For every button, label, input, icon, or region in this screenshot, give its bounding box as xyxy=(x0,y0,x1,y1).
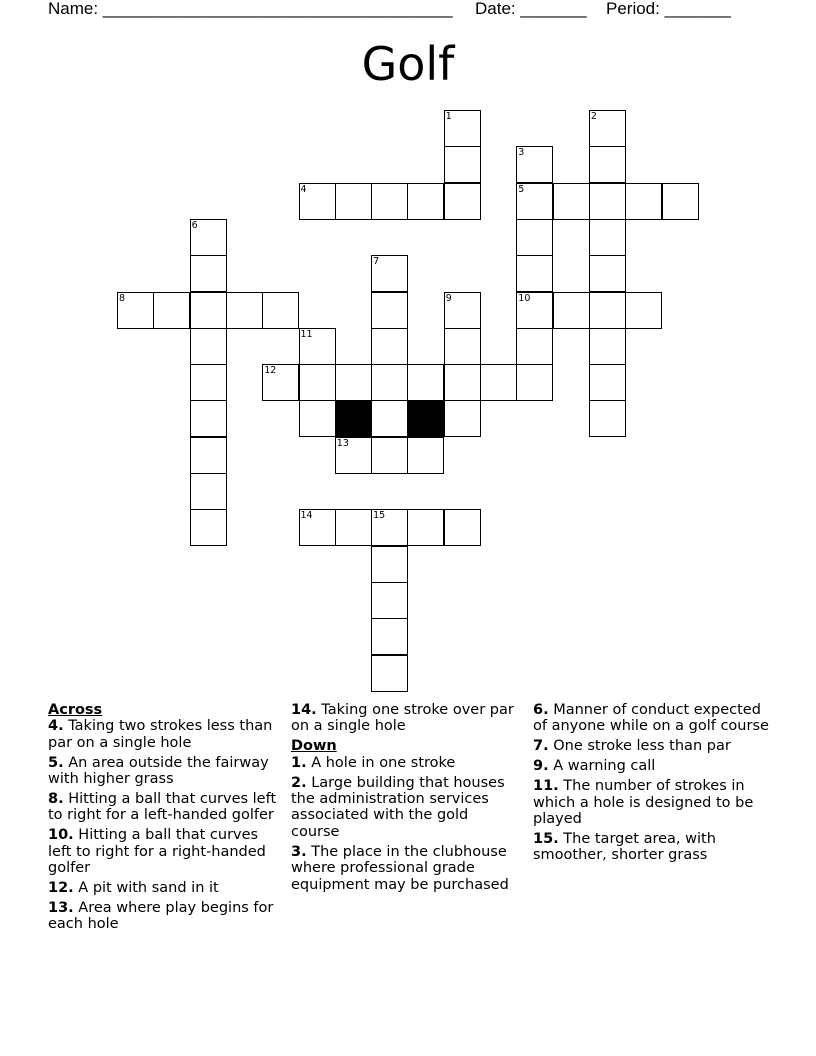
cell-number: 6 xyxy=(191,219,198,231)
crossword-cell[interactable] xyxy=(299,364,336,401)
crossword-cell[interactable] xyxy=(371,618,408,655)
down-heading: Down xyxy=(291,738,337,755)
crossword-block-cell xyxy=(335,400,372,437)
cell-number: 12 xyxy=(264,365,277,377)
clue-text: The number of strokes in which a hole is designed to be played xyxy=(533,778,754,827)
cell-number: 11 xyxy=(300,328,313,340)
crossword-cell[interactable] xyxy=(444,110,481,147)
crossword-cell[interactable] xyxy=(444,292,481,329)
clue-text: The place in the clubhouse where professional grade equipment may be purchased xyxy=(291,843,509,893)
crossword-cell[interactable] xyxy=(371,546,408,583)
crossword-cell[interactable] xyxy=(444,400,481,437)
crossword-cell[interactable] xyxy=(190,509,227,546)
clue-number: 12. xyxy=(48,880,74,897)
crossword-cell[interactable] xyxy=(190,400,227,437)
clue-text: An area outside the fairway with higher grass xyxy=(48,754,269,788)
cell-number: 5 xyxy=(518,183,525,195)
crossword-cell[interactable] xyxy=(299,328,336,365)
clue-number: 14. xyxy=(291,702,317,718)
crossword-cell[interactable] xyxy=(516,255,553,292)
clue-across-12 xyxy=(48,880,280,896)
period-field[interactable]: Period: _______ xyxy=(606,0,731,18)
crossword-cell[interactable] xyxy=(190,255,227,292)
crossword-cell[interactable] xyxy=(299,400,336,437)
crossword-cell[interactable] xyxy=(371,255,408,292)
clues-column-2 xyxy=(291,702,519,896)
clue-text: Manner of conduct expected of anyone while on a golf course xyxy=(533,702,769,735)
cell-number: 14 xyxy=(300,510,313,522)
across-heading: Across xyxy=(48,702,103,718)
clue-text: Hitting a ball that curves left to right for a right-handed golfer xyxy=(48,827,266,877)
crossword-cell[interactable] xyxy=(625,292,662,329)
crossword-cell[interactable] xyxy=(371,437,408,474)
crossword-cell[interactable] xyxy=(335,509,372,546)
crossword-cell[interactable] xyxy=(480,364,517,401)
clue-text: Area where play begins for each hole xyxy=(48,899,274,933)
clue-down-2 xyxy=(291,775,519,841)
crossword-cell[interactable] xyxy=(299,509,336,546)
crossword-cell[interactable] xyxy=(444,509,481,546)
crossword-cell[interactable] xyxy=(516,328,553,365)
crossword-cell[interactable] xyxy=(190,437,227,474)
clue-number: 8. xyxy=(48,791,64,808)
crossword-cell[interactable] xyxy=(553,292,590,329)
crossword-cell[interactable] xyxy=(190,328,227,365)
clue-text: A hole in one stroke xyxy=(311,754,456,771)
clue-across-4 xyxy=(48,718,280,751)
clue-text: Taking two strokes less than par on a single hole xyxy=(48,718,273,751)
clue-number: 6. xyxy=(533,702,549,718)
cell-number: 3 xyxy=(518,147,525,159)
crossword-cell[interactable] xyxy=(589,255,626,292)
date-field[interactable]: Date: _______ xyxy=(475,0,587,18)
crossword-cell[interactable] xyxy=(625,183,662,220)
cell-number: 9 xyxy=(445,292,452,304)
cell-number: 15 xyxy=(373,510,386,522)
clue-down-9 xyxy=(533,758,773,774)
crossword-cell[interactable] xyxy=(262,292,299,329)
crossword-cell[interactable] xyxy=(516,364,553,401)
crossword-cell[interactable] xyxy=(371,183,408,220)
clue-number: 10. xyxy=(48,827,74,844)
clue-number: 4. xyxy=(48,718,64,735)
crossword-cell[interactable] xyxy=(226,292,263,329)
clue-text: Hitting a ball that curves left to right for a left-handed golfer xyxy=(48,791,277,824)
cell-number: 8 xyxy=(119,292,126,304)
crossword-cell[interactable] xyxy=(589,400,626,437)
clue-number: 13. xyxy=(48,899,74,916)
clue-text: One stroke less than par xyxy=(553,738,731,755)
crossword-cell[interactable] xyxy=(335,364,372,401)
crossword-cell[interactable] xyxy=(117,292,154,329)
cell-number: 10 xyxy=(518,292,531,304)
clue-text: Taking one stroke over par on a single hole xyxy=(291,702,514,735)
crossword-cell[interactable] xyxy=(516,219,553,256)
clue-text: A warning call xyxy=(553,758,656,775)
cell-number: 4 xyxy=(300,183,307,195)
crossword-cell[interactable] xyxy=(371,292,408,329)
crossword-cell[interactable] xyxy=(371,509,408,546)
crossword-cell[interactable] xyxy=(153,292,190,329)
crossword-cell[interactable] xyxy=(589,219,626,256)
crossword-block-cell xyxy=(407,400,444,437)
clue-down-1 xyxy=(291,755,519,771)
crossword-cell[interactable] xyxy=(299,183,336,220)
crossword-cell[interactable] xyxy=(190,473,227,510)
crossword-cell[interactable] xyxy=(516,146,553,183)
clue-down-11 xyxy=(533,778,773,827)
crossword-cell[interactable] xyxy=(190,292,227,329)
crossword-cell[interactable] xyxy=(589,110,626,147)
clue-number: 3. xyxy=(291,843,307,860)
crossword-cell[interactable] xyxy=(371,400,408,437)
crossword-cell[interactable] xyxy=(335,437,372,474)
crossword-cell[interactable] xyxy=(371,655,408,692)
crossword-cell[interactable] xyxy=(444,364,481,401)
crossword-cell[interactable] xyxy=(516,183,553,220)
crossword-cell[interactable] xyxy=(371,582,408,619)
cell-number: 13 xyxy=(336,437,349,449)
crossword-cell[interactable] xyxy=(371,364,408,401)
clues-column-3 xyxy=(533,702,773,867)
page-title: Golf xyxy=(361,37,455,91)
clue-down-7 xyxy=(533,738,773,754)
crossword-cell[interactable] xyxy=(589,292,626,329)
clue-number: 5. xyxy=(48,754,64,771)
clue-down-15 xyxy=(533,831,773,864)
crossword-cell[interactable] xyxy=(553,183,590,220)
clue-number: 15. xyxy=(533,830,559,847)
crossword-cell[interactable] xyxy=(444,328,481,365)
crossword-cell[interactable] xyxy=(589,364,626,401)
clue-across-8 xyxy=(48,791,280,824)
clue-across-10 xyxy=(48,827,280,876)
student-info-header xyxy=(0,0,816,22)
crossword-cell[interactable] xyxy=(589,183,626,220)
crossword-cell[interactable] xyxy=(589,328,626,365)
clue-number: 11. xyxy=(533,778,559,795)
crossword-cell[interactable] xyxy=(516,292,553,329)
crossword-cell[interactable] xyxy=(662,183,699,220)
crossword-cell[interactable] xyxy=(407,183,444,220)
cell-number: 1 xyxy=(445,111,452,122)
crossword-cell[interactable] xyxy=(444,146,481,183)
cell-number: 2 xyxy=(590,111,597,122)
clue-number: 2. xyxy=(291,774,307,791)
clue-text: Large building that houses the administration services associated with the gold course xyxy=(291,774,505,840)
clue-across-14 xyxy=(291,702,519,735)
clue-down-3 xyxy=(291,844,519,893)
crossword-cell[interactable] xyxy=(407,509,444,546)
cell-number: 7 xyxy=(373,256,380,268)
crossword-cell[interactable] xyxy=(589,146,626,183)
name-field[interactable]: Name: _____________________________________ xyxy=(48,0,453,18)
crossword-cell[interactable] xyxy=(190,364,227,401)
crossword-cell[interactable] xyxy=(371,328,408,365)
clue-down-6 xyxy=(533,702,773,735)
clue-across-13 xyxy=(48,900,280,933)
clue-text: The target area, with smoother, shorter grass xyxy=(533,830,716,864)
clue-number: 9. xyxy=(533,758,549,775)
crossword-cell[interactable] xyxy=(444,183,481,220)
clue-number: 7. xyxy=(533,738,549,755)
crossword-cell[interactable] xyxy=(407,364,444,401)
clue-across-5 xyxy=(48,755,280,788)
crossword-cell[interactable] xyxy=(407,437,444,474)
clues-column-1 xyxy=(48,702,280,936)
crossword-cell[interactable] xyxy=(190,219,227,256)
clue-number: 1. xyxy=(291,754,307,771)
crossword-cell[interactable] xyxy=(262,364,299,401)
clue-text: A pit with sand in it xyxy=(78,880,219,897)
crossword-cell[interactable] xyxy=(335,183,372,220)
